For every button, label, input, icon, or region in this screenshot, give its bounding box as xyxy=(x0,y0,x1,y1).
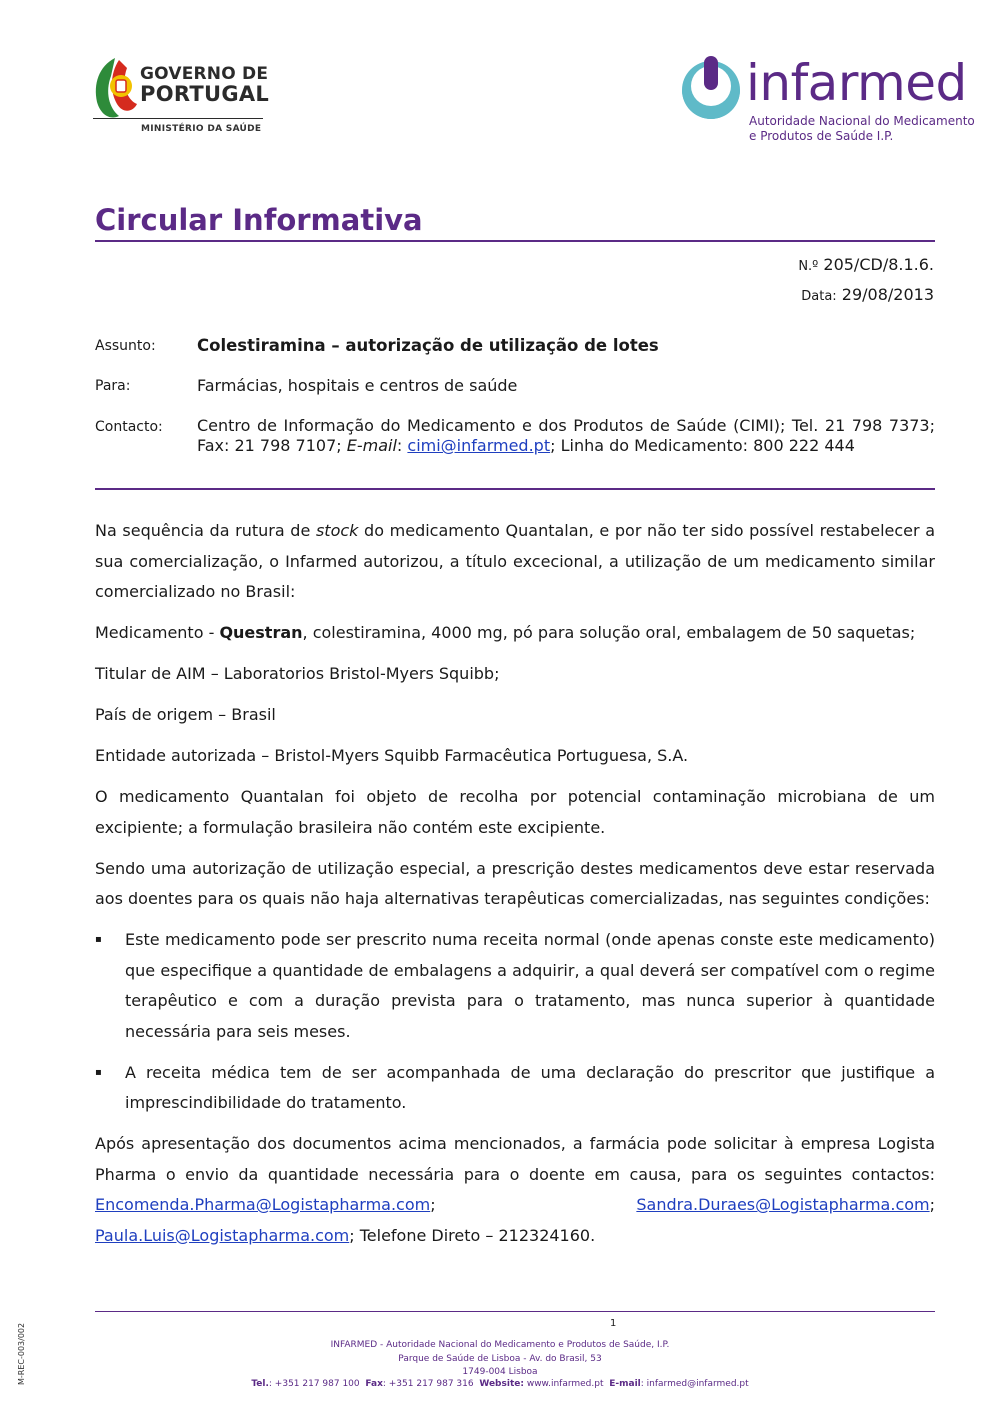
paragraph-contactos xyxy=(95,1129,935,1251)
paula-email-link[interactable]: Paula.Luis@Logistapharma.com xyxy=(95,1225,350,1245)
footer-fax-label: Fax xyxy=(365,1379,383,1389)
document-code: M-REC-003/002 xyxy=(17,1322,26,1385)
list-item-text: Este medicamento pode ser prescrito numa receita normal (onde apenas conste este medicamento) que especifique a quantidade de embalagens a adquirir, a qual deverá ser compatível com o regime terapêutico e com a duração prevista para o tratamento, mas nunca superior à quantidade necessária para seis meses. xyxy=(125,930,935,1041)
conditions-list xyxy=(95,925,935,1119)
gov-logo-line1: GOVERNO DE xyxy=(140,64,269,84)
bullet-icon: ▪ xyxy=(95,1066,102,1078)
infarmed-logo-subtitle-2: e Produtos de Saúde I.P. xyxy=(749,129,894,143)
footer-line-3: 1749-004 Lisboa xyxy=(462,1367,538,1377)
assunto-value: Colestiramina – autorização de utilização de lotes xyxy=(197,336,659,355)
circular-date xyxy=(801,285,934,304)
cimi-email-link[interactable]: cimi@infarmed.pt xyxy=(407,436,551,455)
contacto-text-1: Centro de Informação do Medicamento e dos Produtos de Saúde (CIMI); Tel. 21 798 7373; Fax: 21 798 7107; xyxy=(197,416,935,455)
paragraph-recolha: O medicamento Quantalan foi objeto de recolha por potencial contaminação microbiana de um excipiente; a formulação brasileira não contém este excipiente. xyxy=(95,787,935,837)
para-value: Farmácias, hospitais e centros de saúde xyxy=(197,376,518,395)
contacto-label: Contacto: xyxy=(95,419,163,435)
footer-line-1: INFARMED - Autoridade Nacional do Medicamento e Produtos de Saúde, I.P. xyxy=(330,1340,670,1350)
footer-email-label: E-mail xyxy=(609,1379,641,1389)
footer-line-2: Parque de Saúde de Lisboa - Av. do Brasil, 53 xyxy=(398,1354,602,1364)
circular-body xyxy=(95,516,935,1262)
footer-divider xyxy=(95,1311,935,1312)
bullet-icon: ▪ xyxy=(95,934,102,945)
intro-text-a: Na sequência da rutura de xyxy=(95,521,316,540)
paragraph-titular: Titular de AIM – Laboratorios Bristol-Myers Squibb; xyxy=(95,664,500,683)
footer-web-value[interactable]: www.infarmed.pt xyxy=(526,1379,604,1389)
date-value: 29/08/2013 xyxy=(841,285,934,304)
paragraph-pais: País de origem – Brasil xyxy=(95,705,276,724)
footer-tel-value: : +351 217 987 100 xyxy=(268,1379,360,1389)
contactos-separator-1: ; xyxy=(430,1195,637,1214)
assunto-label: Assunto: xyxy=(95,338,156,354)
footer-contacts xyxy=(0,1379,1000,1389)
circular-number xyxy=(798,255,934,274)
header-divider xyxy=(95,488,935,490)
gov-logo-line2: PORTUGAL xyxy=(140,82,270,106)
paragraph-condicoes: Sendo uma autorização de utilização especial, a prescrição destes medicamentos deve estar reservada aos doentes para os quais não haja alternativas terapêuticas comercializadas, nas seguintes condições: xyxy=(95,858,935,908)
intro-text-b: do medicamento Quantalan, e por não ter sido possível restabelecer a sua comercialização, o Infarmed autorizou, a título excecional, a utilização de um medicamento similar comercializado no Brasil: xyxy=(95,521,936,601)
contacto-value xyxy=(197,416,935,456)
document-title: Circular Informativa xyxy=(95,203,423,237)
date-label: Data: xyxy=(801,289,837,304)
infarmed-logo-subtitle-1: Autoridade Nacional do Medicamento xyxy=(749,114,975,128)
gov-ministry: MINISTÉRIO DA SAÚDE xyxy=(141,124,262,134)
page-number: 1 xyxy=(610,1318,617,1329)
footer-fax-value: : +351 217 987 316 xyxy=(382,1379,474,1389)
medicamento-name: Questran xyxy=(219,623,303,642)
encomenda-email-link[interactable]: Encomenda.Pharma@Logistapharma.com xyxy=(95,1195,431,1214)
number-value: 205/CD/8.1.6. xyxy=(823,255,934,274)
footer-web-label: Website: xyxy=(479,1379,524,1389)
medicamento-text-a: Medicamento - xyxy=(95,623,220,642)
infarmed-logo-mark xyxy=(676,56,746,126)
footer-email-value[interactable]: : infarmed@infarmed.pt xyxy=(640,1379,749,1389)
medicamento-text-b: , colestiramina, 4000 mg, pó para solução oral, embalagem de 50 saquetas; xyxy=(302,623,916,642)
list-item-text: A receita médica tem de ser acompanhada de uma declaração do prescritor que justifique a imprescindibilidade do tratamento. xyxy=(125,1062,935,1112)
contacto-colon: : xyxy=(396,436,408,455)
paragraph-intro xyxy=(95,516,935,608)
contactos-text-b: ; Telefone Direto – 212324160. xyxy=(349,1225,596,1245)
contactos-separator-2: ; xyxy=(929,1195,935,1214)
paragraph-medicamento xyxy=(95,618,935,649)
intro-stock-italic: stock xyxy=(315,521,359,540)
contactos-text-a: Após apresentação dos documentos acima mencionados, a farmácia pode solicitar à empresa Logista Pharma o envio da quantidade necessária para o doente em causa, para os seguintes contactos: xyxy=(95,1134,935,1184)
paragraph-entidade: Entidade autorizada – Bristol-Myers Squibb Farmacêutica Portuguesa, S.A. xyxy=(95,746,689,765)
title-divider xyxy=(95,240,935,242)
infarmed-logo-name: infarmed xyxy=(746,54,967,112)
footer-tel-label: Tel. xyxy=(251,1379,269,1389)
contacto-email-label: E-mail xyxy=(346,436,397,455)
sandra-email-link[interactable]: Sandra.Duraes@Logistapharma.com xyxy=(636,1195,930,1214)
list-item xyxy=(95,925,935,1047)
contacto-text-2: ; Linha do Medicamento: 800 222 444 xyxy=(550,436,855,455)
para-label: Para: xyxy=(95,378,131,394)
number-label: N.º xyxy=(798,259,819,274)
list-item xyxy=(95,1058,935,1119)
